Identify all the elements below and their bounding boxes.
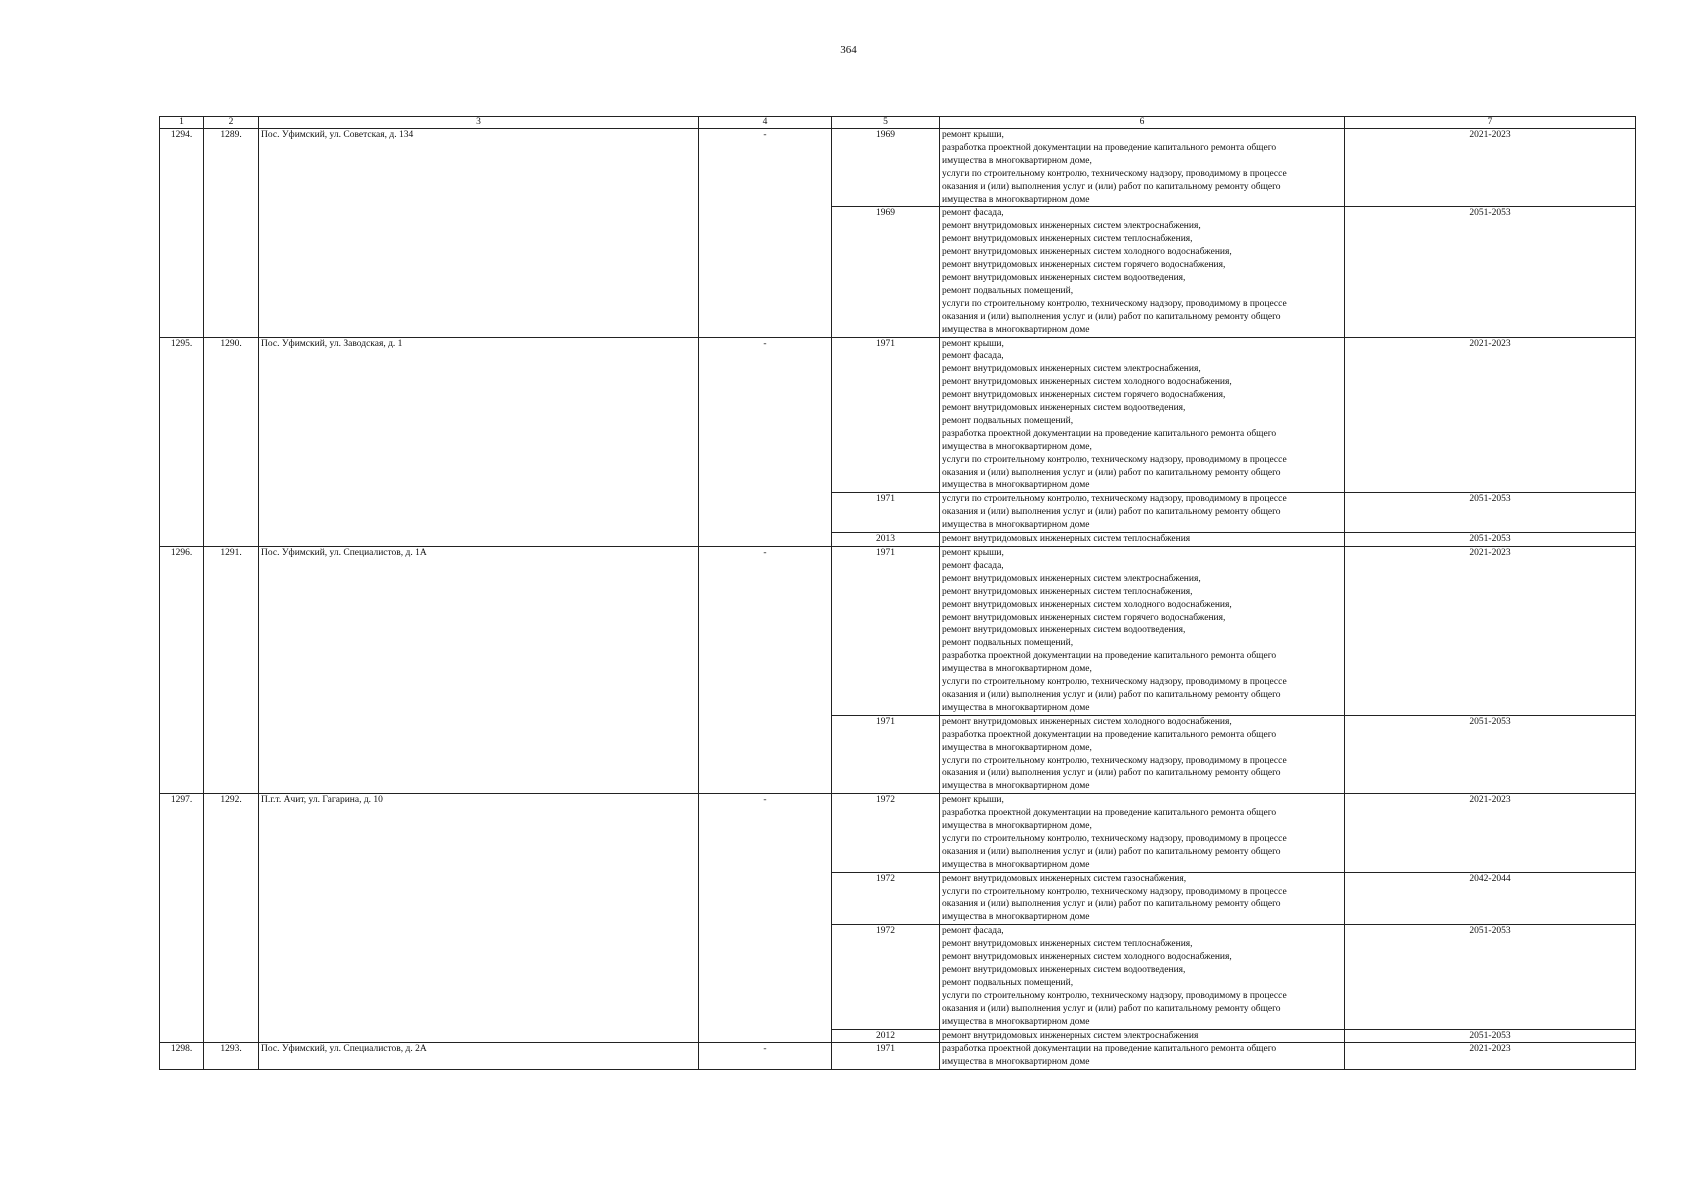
planned-period: 2042-2044 xyxy=(1345,872,1636,925)
table-row xyxy=(160,547,1636,716)
house-address: Пос. Уфимский, ул. Заводская, д. 1 xyxy=(259,337,699,547)
work-item: имущества в многоквартирном доме xyxy=(942,912,1090,923)
table-body xyxy=(160,129,1636,1070)
work-item: имущества в многоквартирном доме, xyxy=(942,821,1092,832)
work-item: имущества в многоквартирном доме xyxy=(942,781,1090,792)
house-address: Пос. Уфимский, ул. Специалистов, д. 2А xyxy=(259,1043,699,1070)
work-item: ремонт крыши, xyxy=(942,130,1004,140)
year-value: 1971 xyxy=(832,1043,940,1070)
planned-period: 2051-2053 xyxy=(1345,715,1636,793)
year-value: 2012 xyxy=(832,1029,940,1043)
year-value: 1971 xyxy=(832,493,940,533)
house-number: 1289. xyxy=(204,129,259,338)
column-4-value: - xyxy=(699,337,832,547)
house-number: 1290. xyxy=(204,337,259,547)
year-value: 1972 xyxy=(832,794,940,872)
work-item: оказания и (или) выполнения услуг и (или) работ по капитальному ремонту общего xyxy=(942,899,1281,910)
work-item: ремонт внутридомовых инженерных систем электроснабжения, xyxy=(942,364,1201,375)
work-item: оказания и (или) выполнения услуг и (или) работ по капитальному ремонту общего xyxy=(942,507,1281,518)
work-item: оказания и (или) выполнения услуг и (или) работ по капитальному ремонту общего xyxy=(942,689,1281,700)
work-item: оказания и (или) выполнения услуг и (или) работ по капитальному ремонту общего xyxy=(942,846,1281,857)
column-header: 1 xyxy=(160,117,204,129)
repair-schedule-table xyxy=(159,116,1636,1070)
column-header: 5 xyxy=(832,117,940,129)
works-list xyxy=(940,337,1345,493)
works-list xyxy=(940,129,1345,207)
works-list xyxy=(940,715,1345,793)
work-item: оказания и (или) выполнения услуг и (или) работ по капитальному ремонту общего xyxy=(942,467,1281,478)
work-item: ремонт фасада, xyxy=(942,351,1004,362)
work-item: ремонт фасада, xyxy=(942,208,1004,219)
works-list xyxy=(940,872,1345,925)
row-number: 1294. xyxy=(160,129,204,338)
work-item: имущества в многоквартирном доме, xyxy=(942,155,1092,166)
work-item: ремонт фасада, xyxy=(942,926,1004,937)
works-list xyxy=(940,493,1345,533)
year-value: 1971 xyxy=(832,715,940,793)
works-list xyxy=(940,1043,1345,1070)
work-item: имущества в многоквартирном доме, xyxy=(942,664,1092,675)
work-item: разработка проектной документации на проведение капитального ремонта общего xyxy=(942,428,1277,439)
work-item: ремонт внутридомовых инженерных систем горячего водоснабжения, xyxy=(942,612,1226,623)
works-list xyxy=(940,925,1345,1029)
column-header: 2 xyxy=(204,117,259,129)
work-item: оказания и (или) выполнения услуг и (или) работ по капитальному ремонту общего xyxy=(942,768,1281,779)
planned-period: 2021-2023 xyxy=(1345,337,1636,493)
column-4-value: - xyxy=(699,129,832,338)
year-value: 2013 xyxy=(832,533,940,547)
year-value: 1972 xyxy=(832,872,940,925)
table-row xyxy=(160,337,1636,493)
work-item: имущества в многоквартирном доме xyxy=(942,702,1090,713)
column-4-value: - xyxy=(699,1043,832,1070)
work-item: ремонт внутридомовых инженерных систем теплоснабжения, xyxy=(942,234,1193,245)
work-item: ремонт подвальных помещений, xyxy=(942,638,1074,649)
work-item: оказания и (или) выполнения услуг и (или) работ по капитальному ремонту общего xyxy=(942,1003,1281,1014)
work-item: ремонт внутридомовых инженерных систем электроснабжения, xyxy=(942,573,1201,584)
planned-period: 2051-2053 xyxy=(1345,533,1636,547)
work-item: услуги по строительному контролю, техническому надзору, проводимому в процессе xyxy=(942,677,1287,688)
work-item: ремонт внутридомовых инженерных систем теплоснабжения xyxy=(942,534,1191,545)
work-item: ремонт внутридомовых инженерных систем водоотведения, xyxy=(942,403,1186,414)
column-header: 3 xyxy=(259,117,699,129)
year-value: 1972 xyxy=(832,925,940,1029)
planned-period: 2021-2023 xyxy=(1345,794,1636,872)
work-item: ремонт крыши, xyxy=(942,548,1004,558)
work-item: имущества в многоквартирном доме xyxy=(942,1016,1090,1027)
work-item: ремонт фасада, xyxy=(942,560,1004,571)
work-item: ремонт внутридомовых инженерных систем водоотведения, xyxy=(942,272,1186,283)
row-number: 1298. xyxy=(160,1043,204,1070)
work-item: имущества в многоквартирном доме xyxy=(942,480,1090,491)
works-list xyxy=(940,547,1345,716)
work-item: разработка проектной документации на проведение капитального ремонта общего xyxy=(942,729,1277,740)
work-item: разработка проектной документации на проведение капитального ремонта общего xyxy=(942,142,1277,153)
work-item: оказания и (или) выполнения услуг и (или) работ по капитальному ремонту общего xyxy=(942,181,1281,192)
row-number: 1297. xyxy=(160,794,204,1043)
house-number: 1291. xyxy=(204,547,259,794)
works-list xyxy=(940,794,1345,872)
work-item: имущества в многоквартирном доме, xyxy=(942,742,1092,753)
table-row xyxy=(160,1043,1636,1070)
planned-period: 2051-2053 xyxy=(1345,925,1636,1029)
work-item: разработка проектной документации на проведение капитального ремонта общего xyxy=(942,651,1277,662)
year-value: 1969 xyxy=(832,207,940,337)
house-address: Пос. Уфимский, ул. Советская, д. 134 xyxy=(259,129,699,338)
year-value: 1969 xyxy=(832,129,940,207)
work-item: ремонт внутридомовых инженерных систем водоотведения, xyxy=(942,625,1186,636)
work-item: оказания и (или) выполнения услуг и (или) работ по капитальному ремонту общего xyxy=(942,311,1281,322)
work-item: ремонт внутридомовых инженерных систем холодного водоснабжения, xyxy=(942,952,1232,963)
work-item: ремонт внутридомовых инженерных систем холодного водоснабжения, xyxy=(942,599,1232,610)
work-item: услуги по строительному контролю, техническому надзору, проводимому в процессе xyxy=(942,494,1287,505)
row-number: 1295. xyxy=(160,337,204,547)
column-4-value: - xyxy=(699,547,832,794)
work-item: ремонт внутридомовых инженерных систем холодного водоснабжения, xyxy=(942,247,1232,258)
work-item: ремонт внутридомовых инженерных систем теплоснабжения, xyxy=(942,586,1193,597)
work-item: ремонт внутридомовых инженерных систем теплоснабжения, xyxy=(942,939,1193,950)
work-item: ремонт внутридомовых инженерных систем горячего водоснабжения, xyxy=(942,260,1226,271)
work-item: услуги по строительному контролю, техническому надзору, проводимому в процессе xyxy=(942,168,1287,179)
work-item: услуги по строительному контролю, техническому надзору, проводимому в процессе xyxy=(942,755,1287,766)
work-item: имущества в многоквартирном доме xyxy=(942,324,1090,335)
works-list xyxy=(940,1029,1345,1043)
planned-period: 2021-2023 xyxy=(1345,129,1636,207)
work-item: услуги по строительному контролю, техническому надзору, проводимому в процессе xyxy=(942,454,1287,465)
work-item: услуги по строительному контролю, техническому надзору, проводимому в процессе xyxy=(942,990,1287,1001)
work-item: ремонт внутридомовых инженерных систем холодного водоснабжения, xyxy=(942,377,1232,388)
work-item: услуги по строительному контролю, техническому надзору, проводимому в процессе xyxy=(942,298,1287,309)
work-item: имущества в многоквартирном доме xyxy=(942,520,1090,531)
work-item: ремонт подвальных помещений, xyxy=(942,415,1074,426)
work-item: услуги по строительному контролю, техническому надзору, проводимому в процессе xyxy=(942,886,1287,897)
column-header: 6 xyxy=(940,117,1345,129)
work-item: имущества в многоквартирном доме xyxy=(942,1057,1090,1068)
work-item: ремонт подвальных помещений, xyxy=(942,285,1074,296)
work-item: разработка проектной документации на проведение капитального ремонта общего xyxy=(942,1044,1277,1055)
work-item: услуги по строительному контролю, техническому надзору, проводимому в процессе xyxy=(942,833,1287,844)
work-item: ремонт внутридомовых инженерных систем холодного водоснабжения, xyxy=(942,716,1232,727)
work-item: ремонт подвальных помещений, xyxy=(942,977,1074,988)
work-item: ремонт внутридомовых инженерных систем электроснабжения, xyxy=(942,221,1201,232)
column-number-row xyxy=(160,117,1636,129)
work-item: ремонт крыши, xyxy=(942,338,1004,349)
planned-period: 2021-2023 xyxy=(1345,1043,1636,1070)
work-item: имущества в многоквартирном доме xyxy=(942,194,1090,205)
year-value: 1971 xyxy=(832,547,940,716)
year-value: 1971 xyxy=(832,337,940,493)
work-item: ремонт внутридомовых инженерных систем горячего водоснабжения, xyxy=(942,390,1226,401)
house-number: 1292. xyxy=(204,794,259,1043)
planned-period: 2051-2053 xyxy=(1345,1029,1636,1043)
work-item: имущества в многоквартирном доме xyxy=(942,859,1090,870)
table-row xyxy=(160,129,1636,207)
page-number: 364 xyxy=(840,44,857,56)
work-item: ремонт внутридомовых инженерных систем газоснабжения, xyxy=(942,873,1187,884)
work-item: ремонт крыши, xyxy=(942,795,1004,806)
table-row xyxy=(160,794,1636,872)
column-header: 4 xyxy=(699,117,832,129)
house-address: П.г.т. Ачит, ул. Гагарина, д. 10 xyxy=(259,794,699,1043)
house-address: Пос. Уфимский, ул. Специалистов, д. 1А xyxy=(259,547,699,794)
work-item: имущества в многоквартирном доме, xyxy=(942,441,1092,452)
planned-period: 2021-2023 xyxy=(1345,547,1636,716)
works-list xyxy=(940,533,1345,547)
column-4-value: - xyxy=(699,794,832,1043)
column-header: 7 xyxy=(1345,117,1636,129)
planned-period: 2051-2053 xyxy=(1345,493,1636,533)
work-item: ремонт внутридомовых инженерных систем водоотведения, xyxy=(942,965,1186,975)
works-list xyxy=(940,207,1345,337)
house-number: 1293. xyxy=(204,1043,259,1070)
row-number: 1296. xyxy=(160,547,204,794)
work-item: разработка проектной документации на проведение капитального ремонта общего xyxy=(942,808,1277,819)
planned-period: 2051-2053 xyxy=(1345,207,1636,337)
work-item: ремонт внутридомовых инженерных систем электроснабжения xyxy=(942,1030,1199,1041)
